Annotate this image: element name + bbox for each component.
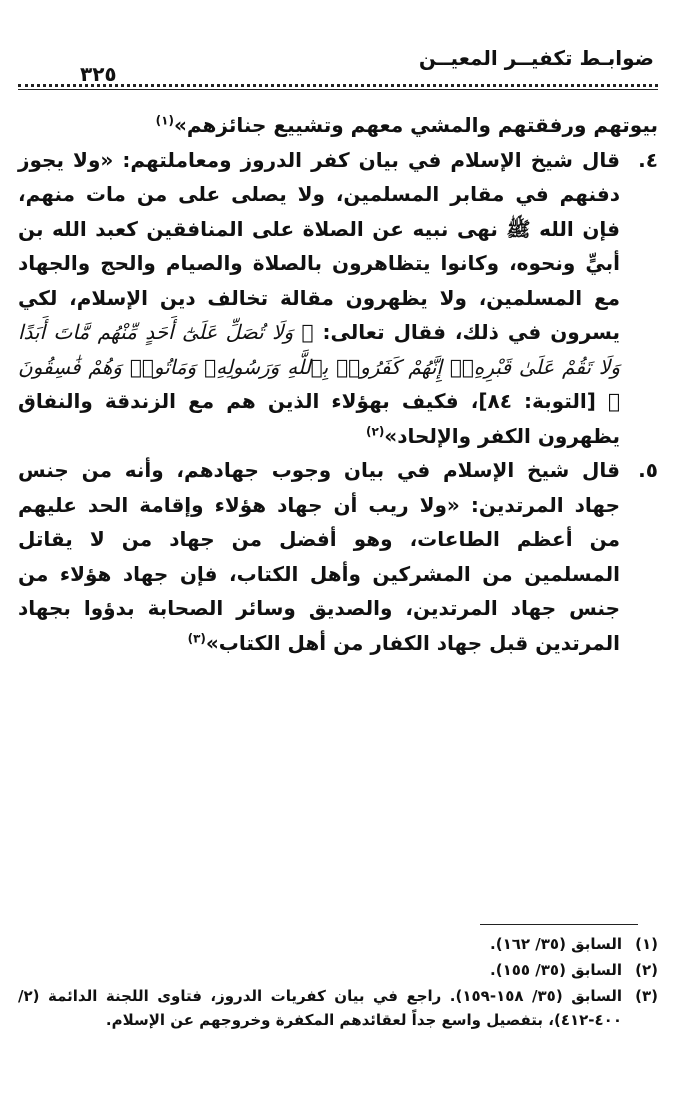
footnotes: [18, 932, 658, 1034]
continuation-paragraph: [18, 108, 658, 143]
footnote-ref-3: (٣): [187, 630, 206, 645]
main-text: [18, 108, 658, 660]
footnote-ref-2: (٢): [366, 423, 385, 438]
footnote-2: [18, 958, 658, 982]
running-title: ضوابـط تكفيــر المعيــن: [418, 46, 654, 70]
item-4-text-a: قال شيخ الإسلام في بيان كفر الدروز ومعاملتهم: «ولا يجوز دفنهم في مقابر المسلمين، ولا يصلى على من مات منهم، فإن الله ﷺ نهى نبيه عن الصلاة على المنافقين كعبد الله بن أبيٍّ ونحوه، وكانوا يتظاهرون بالصلاة والصيام والحج والجهاد مع المسلمين، ولا يظهرون مقالة تخالف دين الإسلام، لكي يسرون في ذلك، فقال تعالى:: [18, 147, 621, 344]
header-dotted-rule: [18, 84, 658, 87]
item-5-number: ٥.: [638, 458, 658, 482]
page-number: ٣٢٥: [80, 62, 117, 86]
footnote-1-number: (١): [635, 935, 658, 953]
footnote-2-number: (٢): [635, 961, 658, 979]
footnote-3: [18, 984, 658, 1032]
footnote-1-text: السابق (٣٥/ ١٦٢).: [490, 935, 622, 953]
footnote-3-number: (٣): [635, 987, 658, 1005]
footnote-1: [18, 932, 658, 956]
list-item-4: [18, 143, 658, 454]
footnote-ref-1: (١): [155, 113, 174, 128]
list-item-5: [18, 453, 658, 660]
quran-verse: ﴿ وَلَا تُصَلِّ عَلَىٰٓ أَحَدٍ مِّنْهُم مَّاتَ أَبَدًا وَلَا تَقُمْ عَلَىٰ قَبْرِهِۦٓ إِنَّهُمْ كَفَرُوا۟ بِٱللَّهِ وَرَسُولِهِۦ وَمَاتُوا۟ وَهُمْ فَٰسِقُونَ ﴾: [18, 320, 621, 413]
item-5-text: قال شيخ الإسلام في بيان وجوب جهادهم، وأنه من جنس جهاد المرتدين: «ولا ريب أن جهاد هؤلاء وإقامة الحد عليهم من أعظم الطاعات، وهو أفضل من جهاد من لا يقاتل المسلمين من المشركين وأهل الكتاب، فإن جهاد هؤلاء من جنس جهاد المرتدين، والصديق وسائر الصحابة بدؤوا بجهاد المرتدين قبل جهاد الكفار من أهل الكتاب»: [18, 458, 620, 655]
footnote-2-text: السابق (٣٥/ ١٥٥).: [490, 961, 622, 979]
header-solid-rule: [18, 89, 658, 90]
continuation-text: بيوتهم ورفقتهم والمشي معهم وتشييع جنائزهم»: [173, 113, 658, 137]
page-header: [18, 40, 658, 92]
item-4-text-b: [التوبة: ٨٤]، فكيف بهؤلاء الذين هم مع الزندقة والنفاق يظهرون الكفر والإلحاد»: [18, 389, 620, 448]
item-4-number: ٤.: [638, 147, 658, 172]
footnote-separator: [480, 924, 638, 925]
footnote-3-text: السابق (٣٥/ ١٥٨-١٥٩). راجع في بيان كفريات الدروز، فتاوى اللجنة الدائمة (٢/ ٤٠٠-٤١٢)، بتفصيل واسع جداً لعقائدهم المكفرة وخروجهم عن الإسلام.: [18, 987, 623, 1029]
